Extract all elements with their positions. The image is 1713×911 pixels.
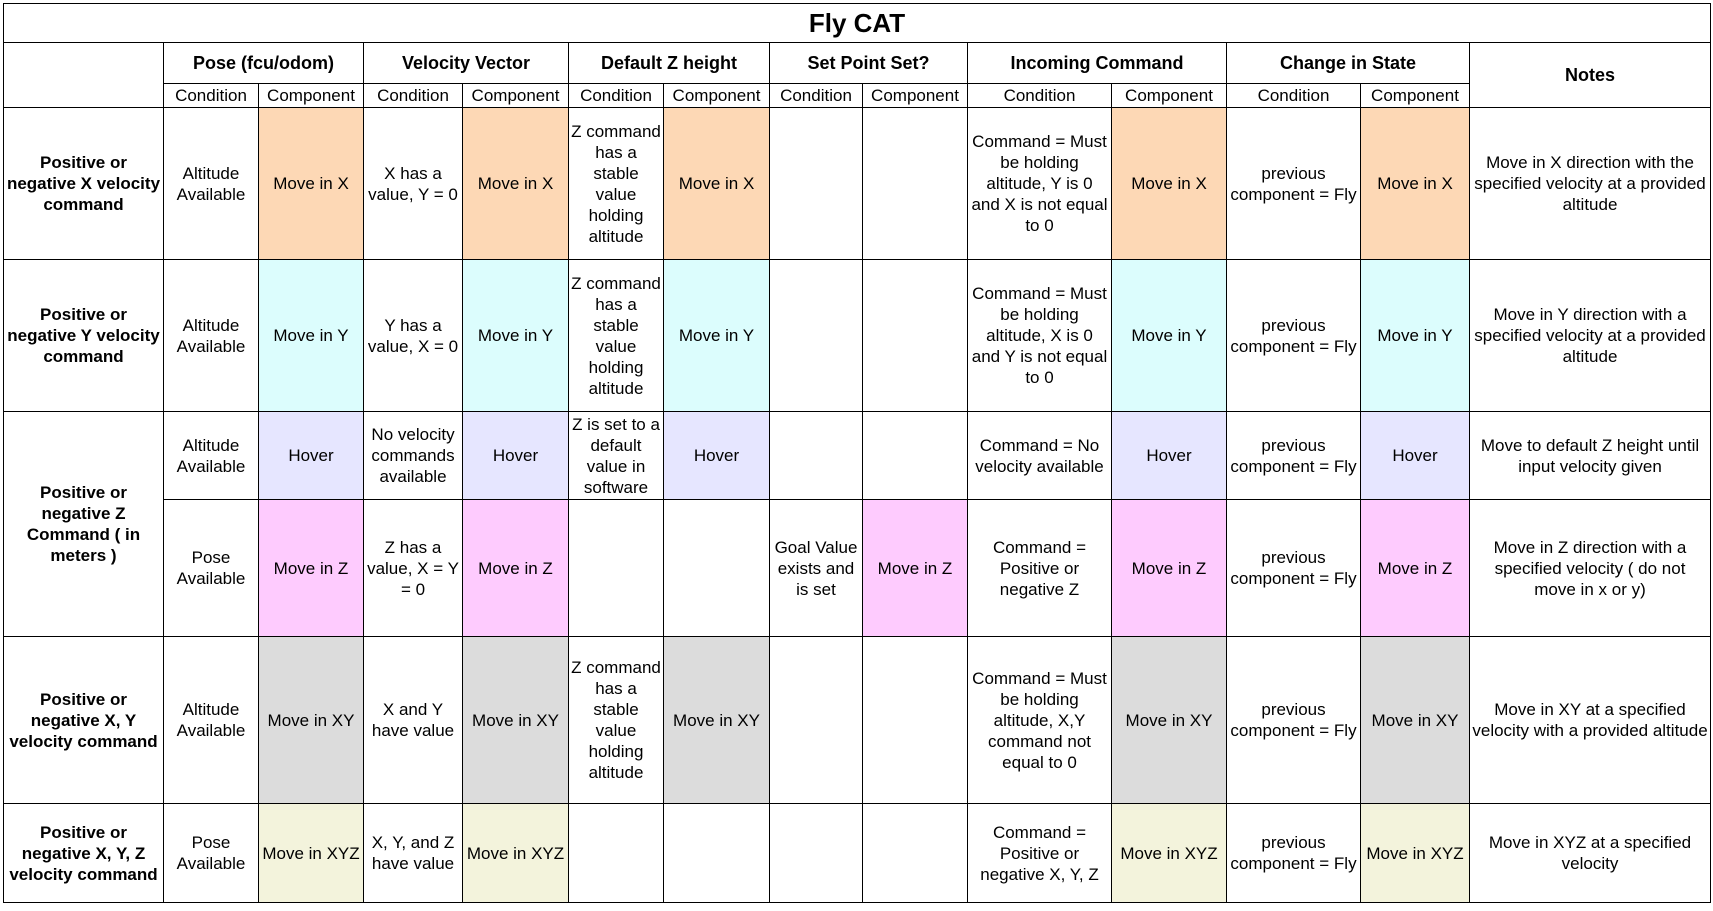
cell-setpoint-condition (770, 804, 863, 903)
cell-state-component: Move in XY (1361, 637, 1470, 804)
cell-z-condition: Z command has a stable value holding altitude (569, 108, 664, 260)
cell-velocity-condition: X and Y have value (364, 637, 463, 804)
cell-state-component: Move in X (1361, 108, 1470, 260)
corner-cell (4, 43, 164, 108)
table-row-z-hover (4, 412, 1711, 500)
cell-pose-condition: Altitude Available (164, 260, 259, 412)
row-label-xyz: Positive or negative X, Y, Z velocity command (4, 804, 164, 903)
cell-z-condition: Z command has a stable value holding altitude (569, 260, 664, 412)
cell-setpoint-condition (770, 260, 863, 412)
cell-setpoint-condition (770, 412, 863, 500)
header-change-in-state: Change in State (1227, 43, 1470, 84)
cell-notes: Move to default Z height until input velocity given (1470, 412, 1711, 500)
cell-setpoint-condition: Goal Value exists and is set (770, 500, 863, 637)
cell-z-component: Hover (664, 412, 770, 500)
cell-velocity-condition: X, Y, and Z have value (364, 804, 463, 903)
cell-setpoint-component (863, 637, 968, 804)
cell-velocity-component: Move in Z (463, 500, 569, 637)
cell-velocity-component: Hover (463, 412, 569, 500)
cell-pose-condition: Altitude Available (164, 412, 259, 500)
cell-command-condition: Command = No velocity available (968, 412, 1112, 500)
cell-command-condition: Command = Must be holding altitude, Y is 0 and X is not equal to 0 (968, 108, 1112, 260)
header-set-point-set: Set Point Set? (770, 43, 968, 84)
cell-notes: Move in XY at a specified velocity with a provided altitude (1470, 637, 1711, 804)
cell-pose-condition: Pose Available (164, 804, 259, 903)
cell-z-condition (569, 500, 664, 637)
cell-z-component (664, 804, 770, 903)
cell-state-condition: previous component = Fly (1227, 108, 1361, 260)
row-label-y: Positive or negative Y velocity command (4, 260, 164, 412)
cell-setpoint-condition (770, 637, 863, 804)
cell-setpoint-component (863, 412, 968, 500)
cell-state-condition: previous component = Fly (1227, 500, 1361, 637)
subheader-component: Component (259, 84, 364, 108)
table-row-y (4, 260, 1711, 412)
cell-notes: Move in X direction with the specified velocity at a provided altitude (1470, 108, 1711, 260)
subheader-condition: Condition (164, 84, 259, 108)
cell-state-condition: previous component = Fly (1227, 637, 1361, 804)
cell-notes: Move in Z direction with a specified velocity ( do not move in x or y) (1470, 500, 1711, 637)
cell-state-condition: previous component = Fly (1227, 804, 1361, 903)
cell-state-condition: previous component = Fly (1227, 260, 1361, 412)
row-label-z: Positive or negative Z Command ( in meters ) (4, 412, 164, 637)
cell-setpoint-component (863, 260, 968, 412)
cell-pose-condition: Altitude Available (164, 637, 259, 804)
cell-command-condition: Command = Must be holding altitude, X,Y command not equal to 0 (968, 637, 1112, 804)
cell-pose-component: Hover (259, 412, 364, 500)
subheader-condition: Condition (770, 84, 863, 108)
subheader-condition: Condition (1227, 84, 1361, 108)
fly-cat-sheet (3, 3, 1710, 903)
cell-pose-condition: Altitude Available (164, 108, 259, 260)
subheader-component: Component (664, 84, 770, 108)
cell-command-component: Move in Y (1112, 260, 1227, 412)
cell-setpoint-component (863, 108, 968, 260)
table-row-z-move (4, 500, 1711, 637)
cell-z-condition: Z is set to a default value in software (569, 412, 664, 500)
cell-velocity-component: Move in XY (463, 637, 569, 804)
table-row-xyz (4, 804, 1711, 903)
cell-pose-condition: Pose Available (164, 500, 259, 637)
cell-command-condition: Command = Positive or negative Z (968, 500, 1112, 637)
cell-velocity-condition: Y has a value, X = 0 (364, 260, 463, 412)
table-row-xy (4, 637, 1711, 804)
cell-velocity-component: Move in XYZ (463, 804, 569, 903)
cell-state-component: Move in Y (1361, 260, 1470, 412)
cell-command-component: Move in X (1112, 108, 1227, 260)
cell-velocity-condition: X has a value, Y = 0 (364, 108, 463, 260)
cell-setpoint-component: Move in Z (863, 500, 968, 637)
cell-command-condition: Command = Positive or negative X, Y, Z (968, 804, 1112, 903)
cell-command-component: Move in XYZ (1112, 804, 1227, 903)
cell-setpoint-condition (770, 108, 863, 260)
subheader-component: Component (463, 84, 569, 108)
cell-pose-component: Move in Z (259, 500, 364, 637)
cell-z-condition: Z command has a stable value holding altitude (569, 637, 664, 804)
header-incoming-command: Incoming Command (968, 43, 1227, 84)
cell-state-component: Move in Z (1361, 500, 1470, 637)
table-row-x (4, 108, 1711, 260)
cell-notes: Move in Y direction with a specified velocity at a provided altitude (1470, 260, 1711, 412)
header-notes: Notes (1470, 43, 1711, 108)
cell-z-condition (569, 804, 664, 903)
row-label-xy: Positive or negative X, Y velocity command (4, 637, 164, 804)
header-pose: Pose (fcu/odom) (164, 43, 364, 84)
cell-state-component: Hover (1361, 412, 1470, 500)
cell-command-component: Hover (1112, 412, 1227, 500)
header-velocity-vector: Velocity Vector (364, 43, 569, 84)
page-title: Fly CAT (4, 4, 1711, 43)
subheader-condition: Condition (569, 84, 664, 108)
cell-state-component: Move in XYZ (1361, 804, 1470, 903)
cell-state-condition: previous component = Fly (1227, 412, 1361, 500)
cell-pose-component: Move in XY (259, 637, 364, 804)
cell-z-component: Move in Y (664, 260, 770, 412)
subheader-component: Component (863, 84, 968, 108)
cell-velocity-condition: Z has a value, X = Y = 0 (364, 500, 463, 637)
subheader-component: Component (1361, 84, 1470, 108)
cell-velocity-component: Move in Y (463, 260, 569, 412)
subheader-condition: Condition (968, 84, 1112, 108)
cell-notes: Move in XYZ at a specified velocity (1470, 804, 1711, 903)
cell-command-component: Move in XY (1112, 637, 1227, 804)
cell-command-component: Move in Z (1112, 500, 1227, 637)
cell-command-condition: Command = Must be holding altitude, X is 0 and Y is not equal to 0 (968, 260, 1112, 412)
subheader-condition: Condition (364, 84, 463, 108)
cell-pose-component: Move in X (259, 108, 364, 260)
cell-pose-component: Move in XYZ (259, 804, 364, 903)
cell-z-component (664, 500, 770, 637)
header-default-z-height: Default Z height (569, 43, 770, 84)
cell-pose-component: Move in Y (259, 260, 364, 412)
cell-velocity-condition: No velocity commands available (364, 412, 463, 500)
cell-setpoint-component (863, 804, 968, 903)
cell-z-component: Move in X (664, 108, 770, 260)
cell-velocity-component: Move in X (463, 108, 569, 260)
cell-z-component: Move in XY (664, 637, 770, 804)
row-label-x: Positive or negative X velocity command (4, 108, 164, 260)
fly-cat-table (3, 3, 1711, 903)
subheader-component: Component (1112, 84, 1227, 108)
